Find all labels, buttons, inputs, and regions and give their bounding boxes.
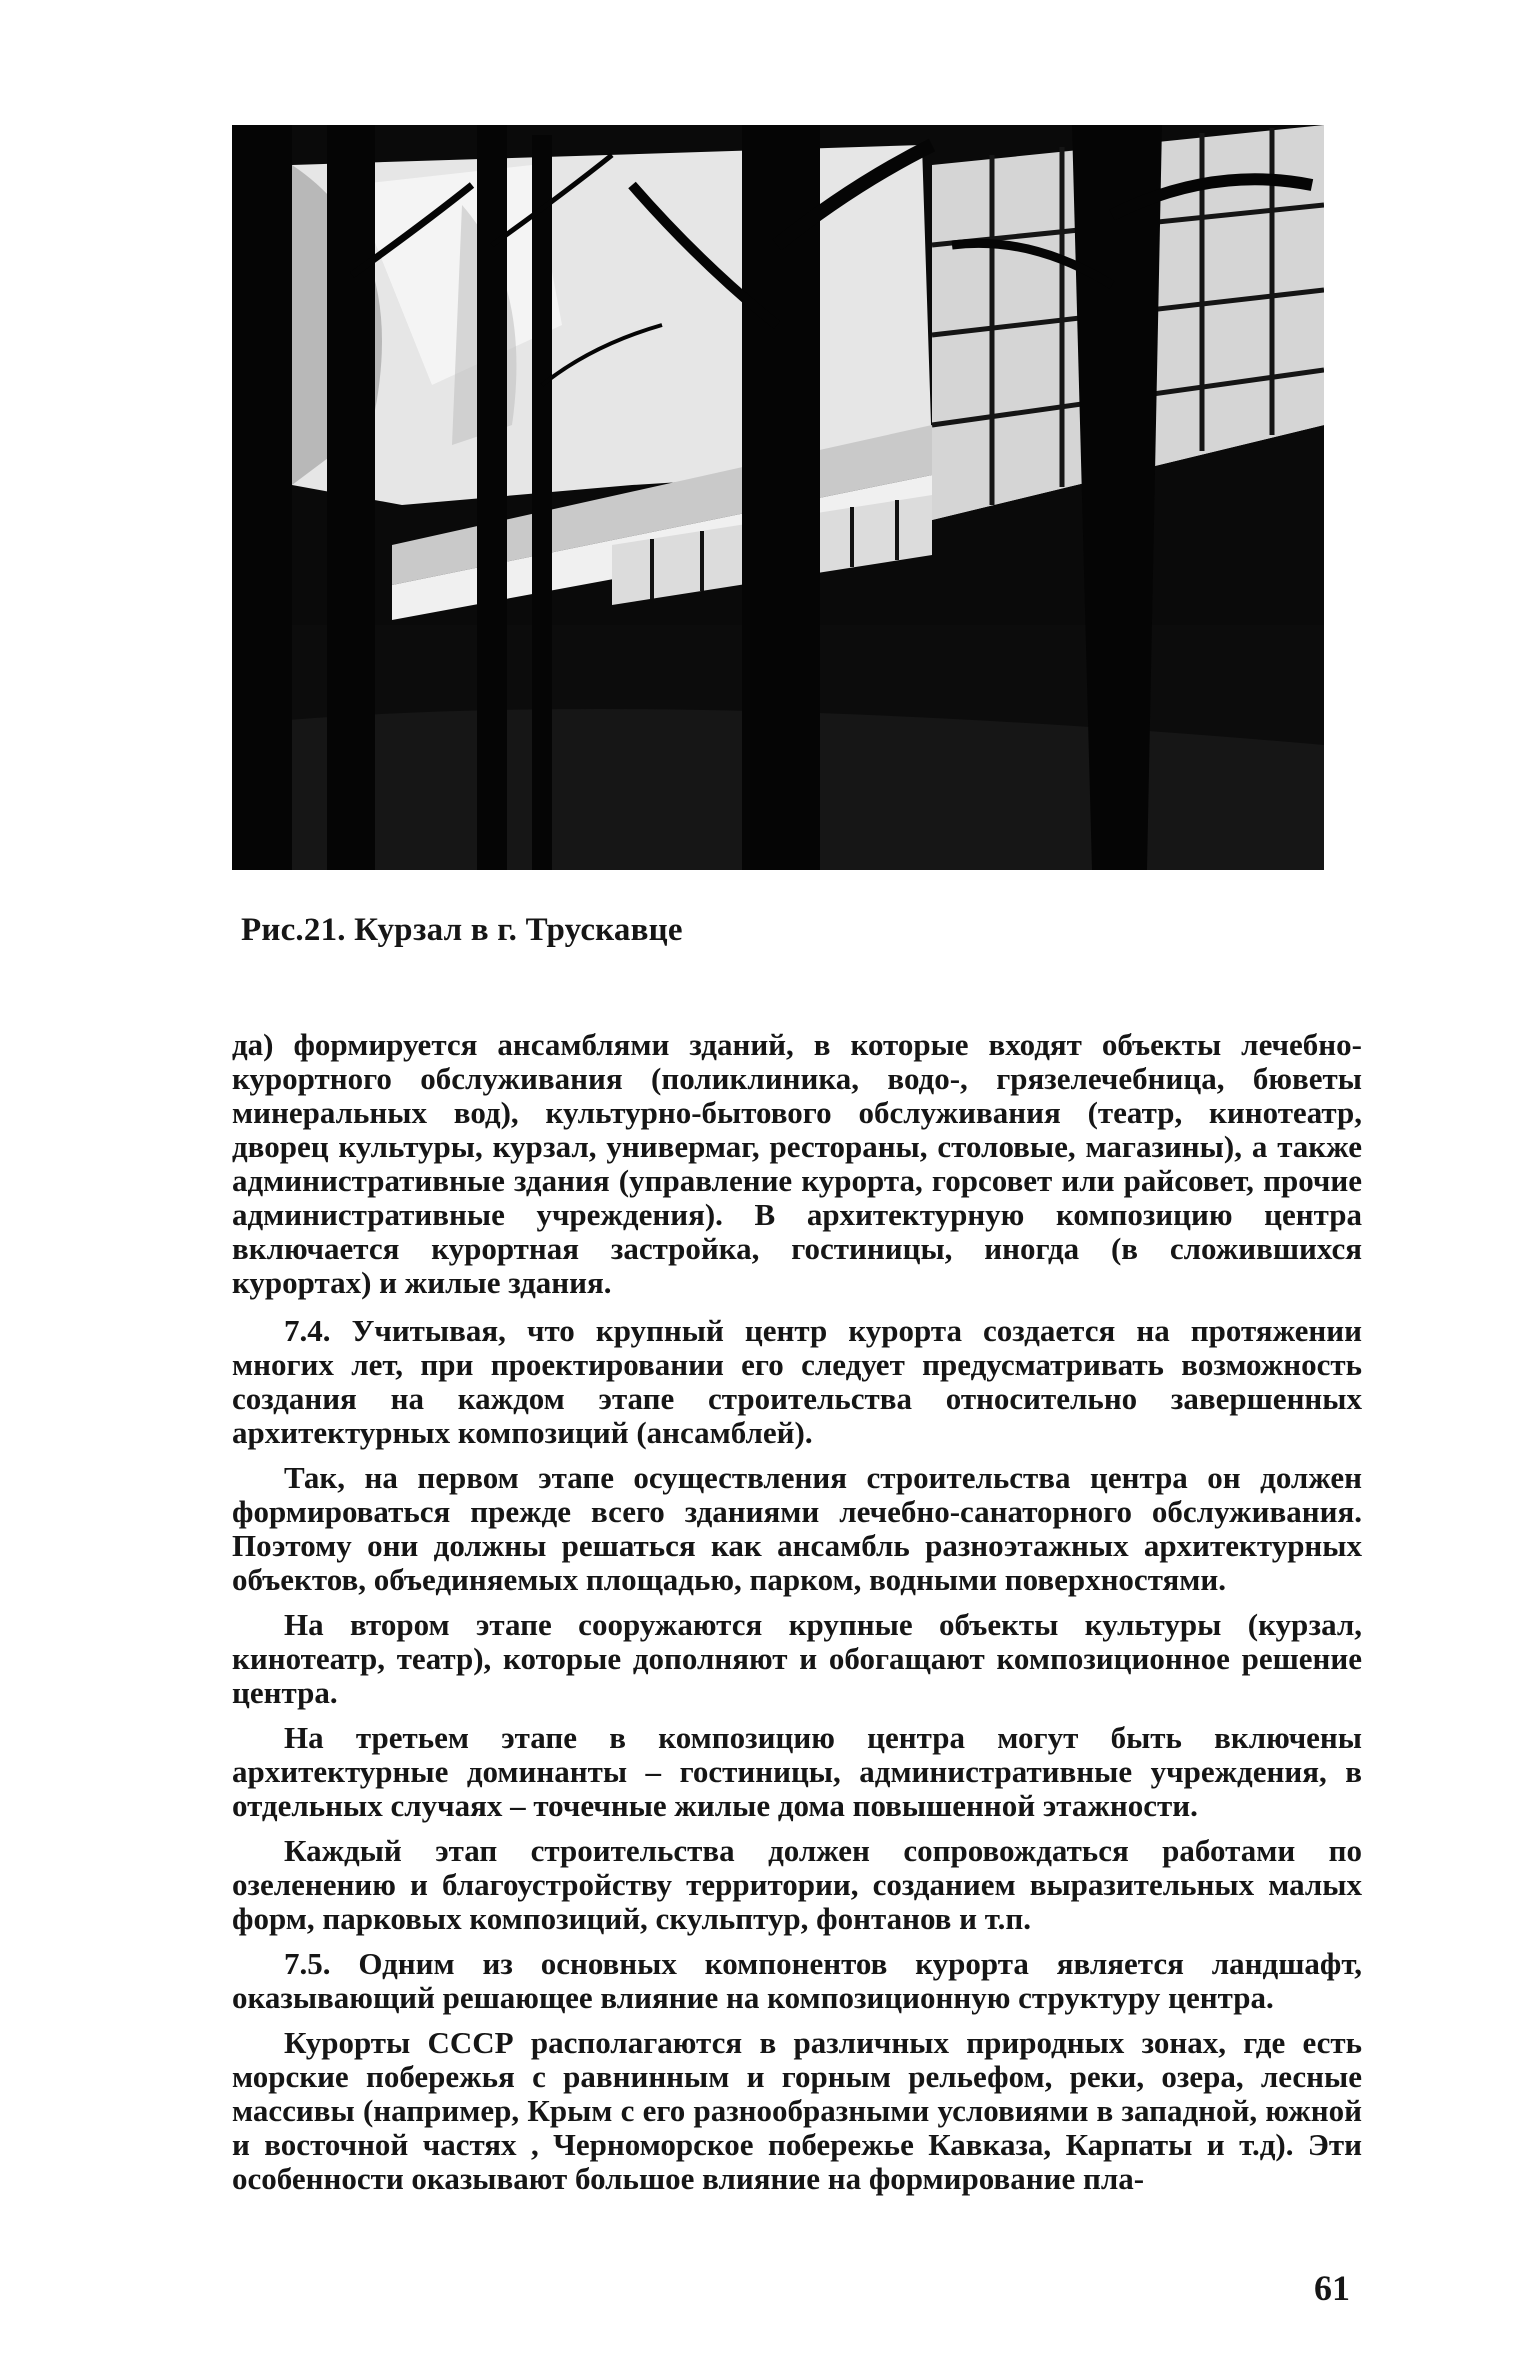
paragraph: Каждый этап строительства должен сопровождаться работами по озеленению и благоустройству территории, созданием выразительных малых форм, парковых композиций, скульптур, фонтанов и т.п. (232, 1833, 1362, 1936)
paragraph: Так, на первом этапе осуществления строительства центра он должен формироваться прежде всего зданиями лечебно-санаторного обслуживания. Поэтому они должны решаться как ансамбль разноэтажных архитектурных объектов, объединяемых площадью, парком, водными поверхностями. (232, 1460, 1362, 1597)
body-text (232, 1028, 1362, 2207)
paragraph: На втором этапе сооружаются крупные объекты культуры (курзал, кинотеатр, театр), которые дополняют и обогащают композиционное решение центра. (232, 1607, 1362, 1710)
paragraph: 7.4. Учитывая, что крупный центр курорта создается на протяжении многих лет, при проектировании его следует предусматривать возможность создания на каждом этапе строительства относительно завершенных архитектурных композиций (ансамблей). (232, 1313, 1362, 1450)
paragraph: да) формируется ансамблями зданий, в которые входят объекты лечебно-курортного обслуживания (поликлиника, водо-, грязелечебница, бюветы минеральных вод), культурно-бытового обслуживания (театр, кинотеатр, дворец культуры, курзал, универмаг, рестораны, столовые, магазины), а также административные здания (управление курорта, горсовет или райсовет, прочие административные учреждения). В архитектурную композицию центра включается курортная застройка, гостиницы, иногда (в сложившихся курортах) и жилые здания. (232, 1027, 1362, 1300)
paragraph: На третьем этапе в композицию центра могут быть включены архитектурные доминанты – гостиницы, административные учреждения, в отдельных случаях – точечные жилые дома повышенной этажности. (232, 1720, 1362, 1823)
paragraph: 7.5. Одним из основных компонентов курорта является ландшафт, оказывающий решающее влияние на композиционную структуру центра. (232, 1946, 1362, 2015)
page-number: 61 (1314, 2268, 1350, 2308)
figure-caption: Рис.21. Курзал в г. Трускавце (241, 912, 683, 948)
kursaal-photo (232, 125, 1324, 870)
kursaal-photo-illustration (232, 125, 1324, 870)
paragraph: Курорты СССР располагаются в различных природных зонах, где есть морские побережья с равнинным и горным рельефом, реки, озера, лесные массивы (например, Крым с его разнообразными условиями в западной, южной и восточной частях , Черноморское побережье Кавказа, Карпаты и т.д). Эти особенности оказывают большое влияние на формирование пла- (232, 2025, 1362, 2196)
